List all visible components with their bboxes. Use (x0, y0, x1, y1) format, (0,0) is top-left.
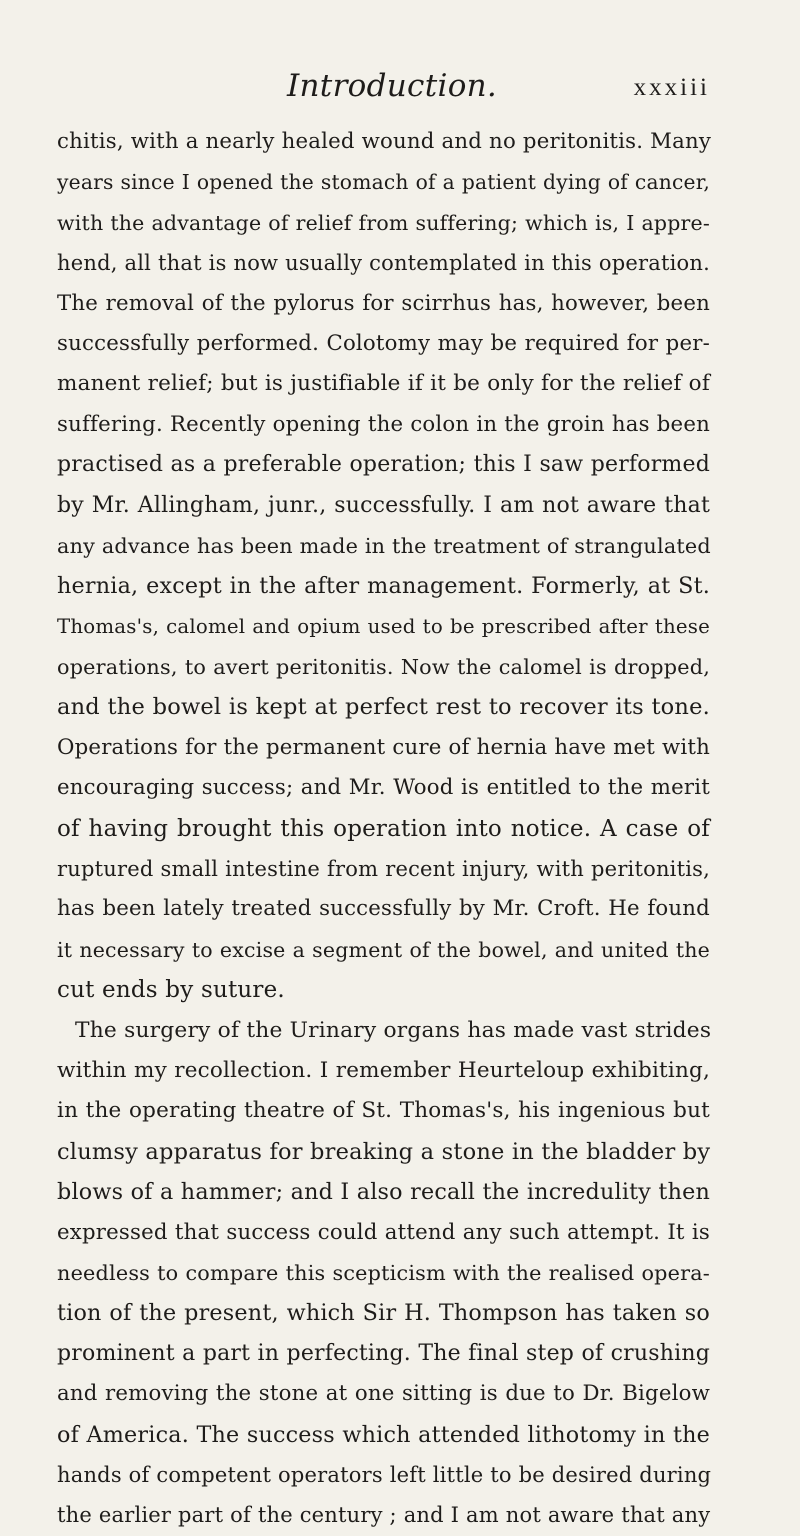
paragraph (57, 122, 710, 1011)
text-line: hend, all that is now usually contemplated in this operation. (57, 251, 710, 276)
text-line: hands of competent operators left little to be desired during (57, 1462, 712, 1487)
text-line: chitis, with a nearly healed wound and no peritonitis. Many (57, 129, 712, 154)
running-title: Introduction. (287, 68, 498, 104)
text-line: Operations for the permanent cure of hernia have met with (57, 734, 710, 760)
text-line: expressed that success could attend any such attempt. It is (57, 1219, 710, 1245)
page-number: xxxiii (633, 74, 710, 101)
text-line: suffering. Recently opening the colon in the groin has been (57, 411, 710, 437)
text-line: hernia, except in the after management. Formerly, at St. (57, 573, 710, 600)
running-header (0, 68, 800, 108)
text-line: ruptured small intestine from recent injury, with peritonitis, (57, 857, 710, 882)
text-line: of America. The success which attended lithotomy in the (57, 1421, 710, 1448)
text-line: any advance has been made in the treatment of strangulated (57, 533, 711, 558)
text-line: needless to compare this scepticism with the realised opera- (57, 1260, 710, 1285)
text-line: within my recollection. I remember Heurteloup exhibiting, (57, 1057, 710, 1083)
text-line: by Mr. Allingham, junr., successfully. I am not aware that (57, 492, 710, 518)
text-line: The surgery of the Urinary organs has made vast strides (75, 1017, 712, 1043)
text-line: blows of a hammer; and I also recall the incredulity then (57, 1179, 710, 1206)
text-line: operations, to avert peritonitis. Now the calomel is dropped, (57, 655, 710, 680)
text-line: cut ends by suture. (57, 977, 285, 1004)
text-line: and removing the stone at one sitting is due to Dr. Bigelow (57, 1381, 710, 1407)
text-line: The removal of the pylorus for scirrhus has, however, been (57, 290, 710, 316)
text-line: successfully performed. Colotomy may be required for per- (57, 330, 710, 356)
text-line: it necessary to excise a segment of the bowel, and united the (57, 937, 710, 962)
paragraph (57, 1011, 710, 1536)
text-line: prominent a part in perfecting. The final step of crushing (57, 1340, 710, 1366)
text-line: practised as a preferable operation; this I saw performed (57, 452, 710, 478)
body-text (57, 122, 710, 1536)
text-line: and the bowel is kept at perfect rest to recover its tone. (57, 694, 710, 721)
text-line: of having brought this operation into notice. A case of (57, 815, 710, 842)
text-line: clumsy apparatus for breaking a stone in the bladder by (57, 1138, 711, 1165)
text-line: Thomas's, calomel and opium used to be prescribed after these (57, 614, 710, 638)
text-line: with the advantage of relief from suffering; which is, I appre- (57, 210, 710, 235)
text-line: tion of the present, which Sir H. Thompson has taken so (57, 1300, 710, 1327)
text-line: in the operating theatre of St. Thomas's, his ingenious but (57, 1098, 710, 1124)
text-line: years since I opened the stomach of a patient dying of cancer, (57, 170, 710, 195)
text-line: has been lately treated successfully by Mr. Croft. He found (57, 896, 710, 922)
text-line: encouraging success; and Mr. Wood is entitled to the merit (57, 775, 710, 801)
text-line: the earlier part of the century ; and I am not aware that any (57, 1503, 711, 1528)
text-line: manent relief; but is justifiable if it be only for the relief of (57, 371, 710, 397)
